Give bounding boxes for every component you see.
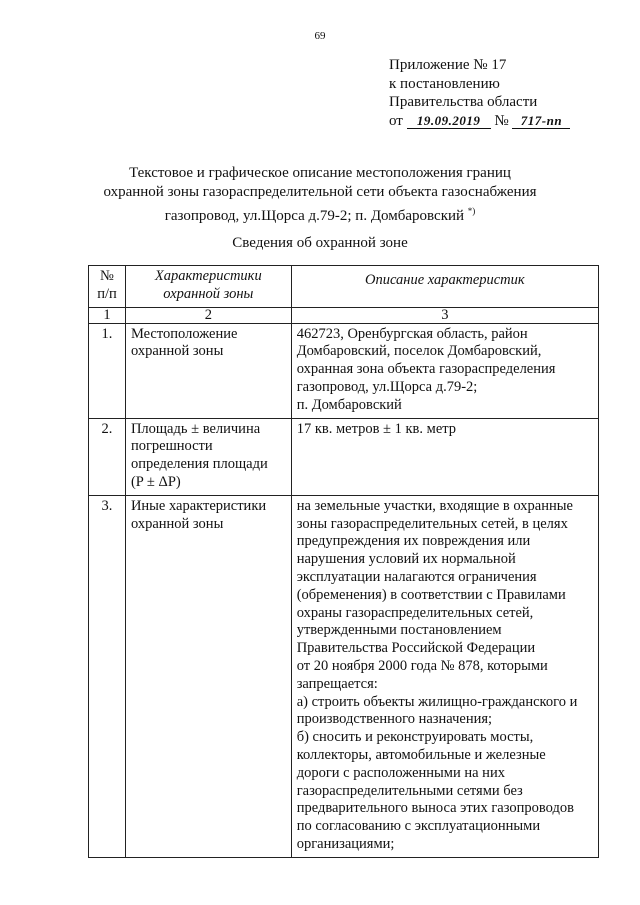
description-line: газораспределительными сетями без [296,782,523,799]
description-line: б) сносить и реконструировать мосты, [296,729,534,746]
footnote-mark: *) [467,206,476,216]
row-number: 3. [89,495,126,857]
row-description [291,323,598,418]
description-line: коллекторы, автомобильные и железные [296,746,546,763]
characteristic-line: охранной зоны [130,343,224,360]
description-line: 462723, Оренбургская область, район [296,325,528,342]
description-line: нарушения условий их нормальной [296,551,516,568]
header-characteristics-line-2: охранной зоны [163,285,254,302]
section-subtitle: Сведения об охранной зоне [232,235,408,251]
description-line: запрещается: [296,675,378,692]
table-header-row [89,266,599,308]
appendix-header [389,56,570,130]
characteristic-line: (P ± ΔP) [130,473,181,490]
description-line: эксплуатации налагаются ограничения [296,568,537,585]
title-line-1: Текстовое и графическое описание местоположения границ [129,165,511,181]
header-number [89,266,126,308]
description-line: Правительства Российской Федерации [296,640,536,657]
column-index: 1 [89,307,126,323]
characteristic-line: Площадь ± величина [130,420,261,437]
title-line-3-text: газопровод, ул.Щорса д.79-2; п. Домбаровский [164,208,465,224]
date-prefix: от [389,112,403,129]
table-row [89,323,599,418]
table-row [89,495,599,857]
appendix-title: Приложение № 17 [389,57,507,73]
handwritten-number: 717-пп [512,114,570,129]
header-description: Описание характеристик [291,266,598,308]
description-line: предупреждения их повреждения или [296,533,531,550]
column-index: 3 [291,307,598,323]
description-line: по согласованию с эксплуатационными [296,818,541,835]
description-line: охраны газораспределительных сетей, [296,604,534,621]
row-characteristic [125,418,291,495]
table-row [89,418,599,495]
description-line: 17 кв. метров ± 1 кв. метр [296,420,457,437]
header-characteristics [125,266,291,308]
appendix-date-line [389,112,570,131]
description-line: утвержденными постановлением [296,622,502,639]
description-line: п. Домбаровский [296,396,402,413]
appendix-resolution-line: к постановлению [389,75,500,92]
column-index: 2 [125,307,291,323]
characteristic-line: определения площади [130,456,268,473]
row-number: 2. [89,418,126,495]
number-sign: № [494,112,509,129]
page-number: 69 [314,30,326,42]
row-characteristic [125,495,291,857]
description-line: от 20 ноября 2000 года № 878, которыми [296,657,548,674]
description-line: охранная зона объекта газораспределения [296,361,556,378]
characteristic-line: Местоположение [130,325,238,342]
row-description [291,495,598,857]
characteristic-line: погрешности [130,438,213,455]
description-line: Домбаровский, поселок Домбаровский, [296,343,542,360]
characteristic-line: охранной зоны [130,515,224,532]
description-line: газопровод, ул.Щорса д.79-2; [296,378,478,395]
description-line: на земельные участки, входящие в охранные [296,497,573,514]
description-line: производственного назначения; [296,711,493,728]
row-characteristic [125,323,291,418]
appendix-government-line: Правительства области [389,94,538,110]
row-number: 1. [89,323,126,418]
description-line: зоны газораспределительных сетей, в целях [296,515,568,532]
description-line: а) строить объекты жилищно-гражданского и [296,693,578,710]
header-number-line-2: п/п [97,285,117,302]
title-line-2: охранной зоны газораспределительной сети объекта газоснабжения [103,184,537,200]
column-index-row [89,307,599,323]
characteristic-line: Иные характеристики [130,497,267,514]
description-line: предварительного выноса этих газопроводов [296,800,574,817]
row-description [291,418,598,495]
zone-info-table [88,265,599,858]
header-characteristics-line-1: Характеристики [154,268,262,284]
header-number-line-1: № [100,268,114,284]
description-line: (обременения) в соответствии с Правилами [296,586,566,603]
handwritten-date: 19.09.2019 [407,114,491,129]
description-line: организациями; [296,835,395,852]
document-title [60,164,580,226]
description-line: дороги с расположенными на них [296,764,505,781]
title-line-3 [60,202,580,226]
